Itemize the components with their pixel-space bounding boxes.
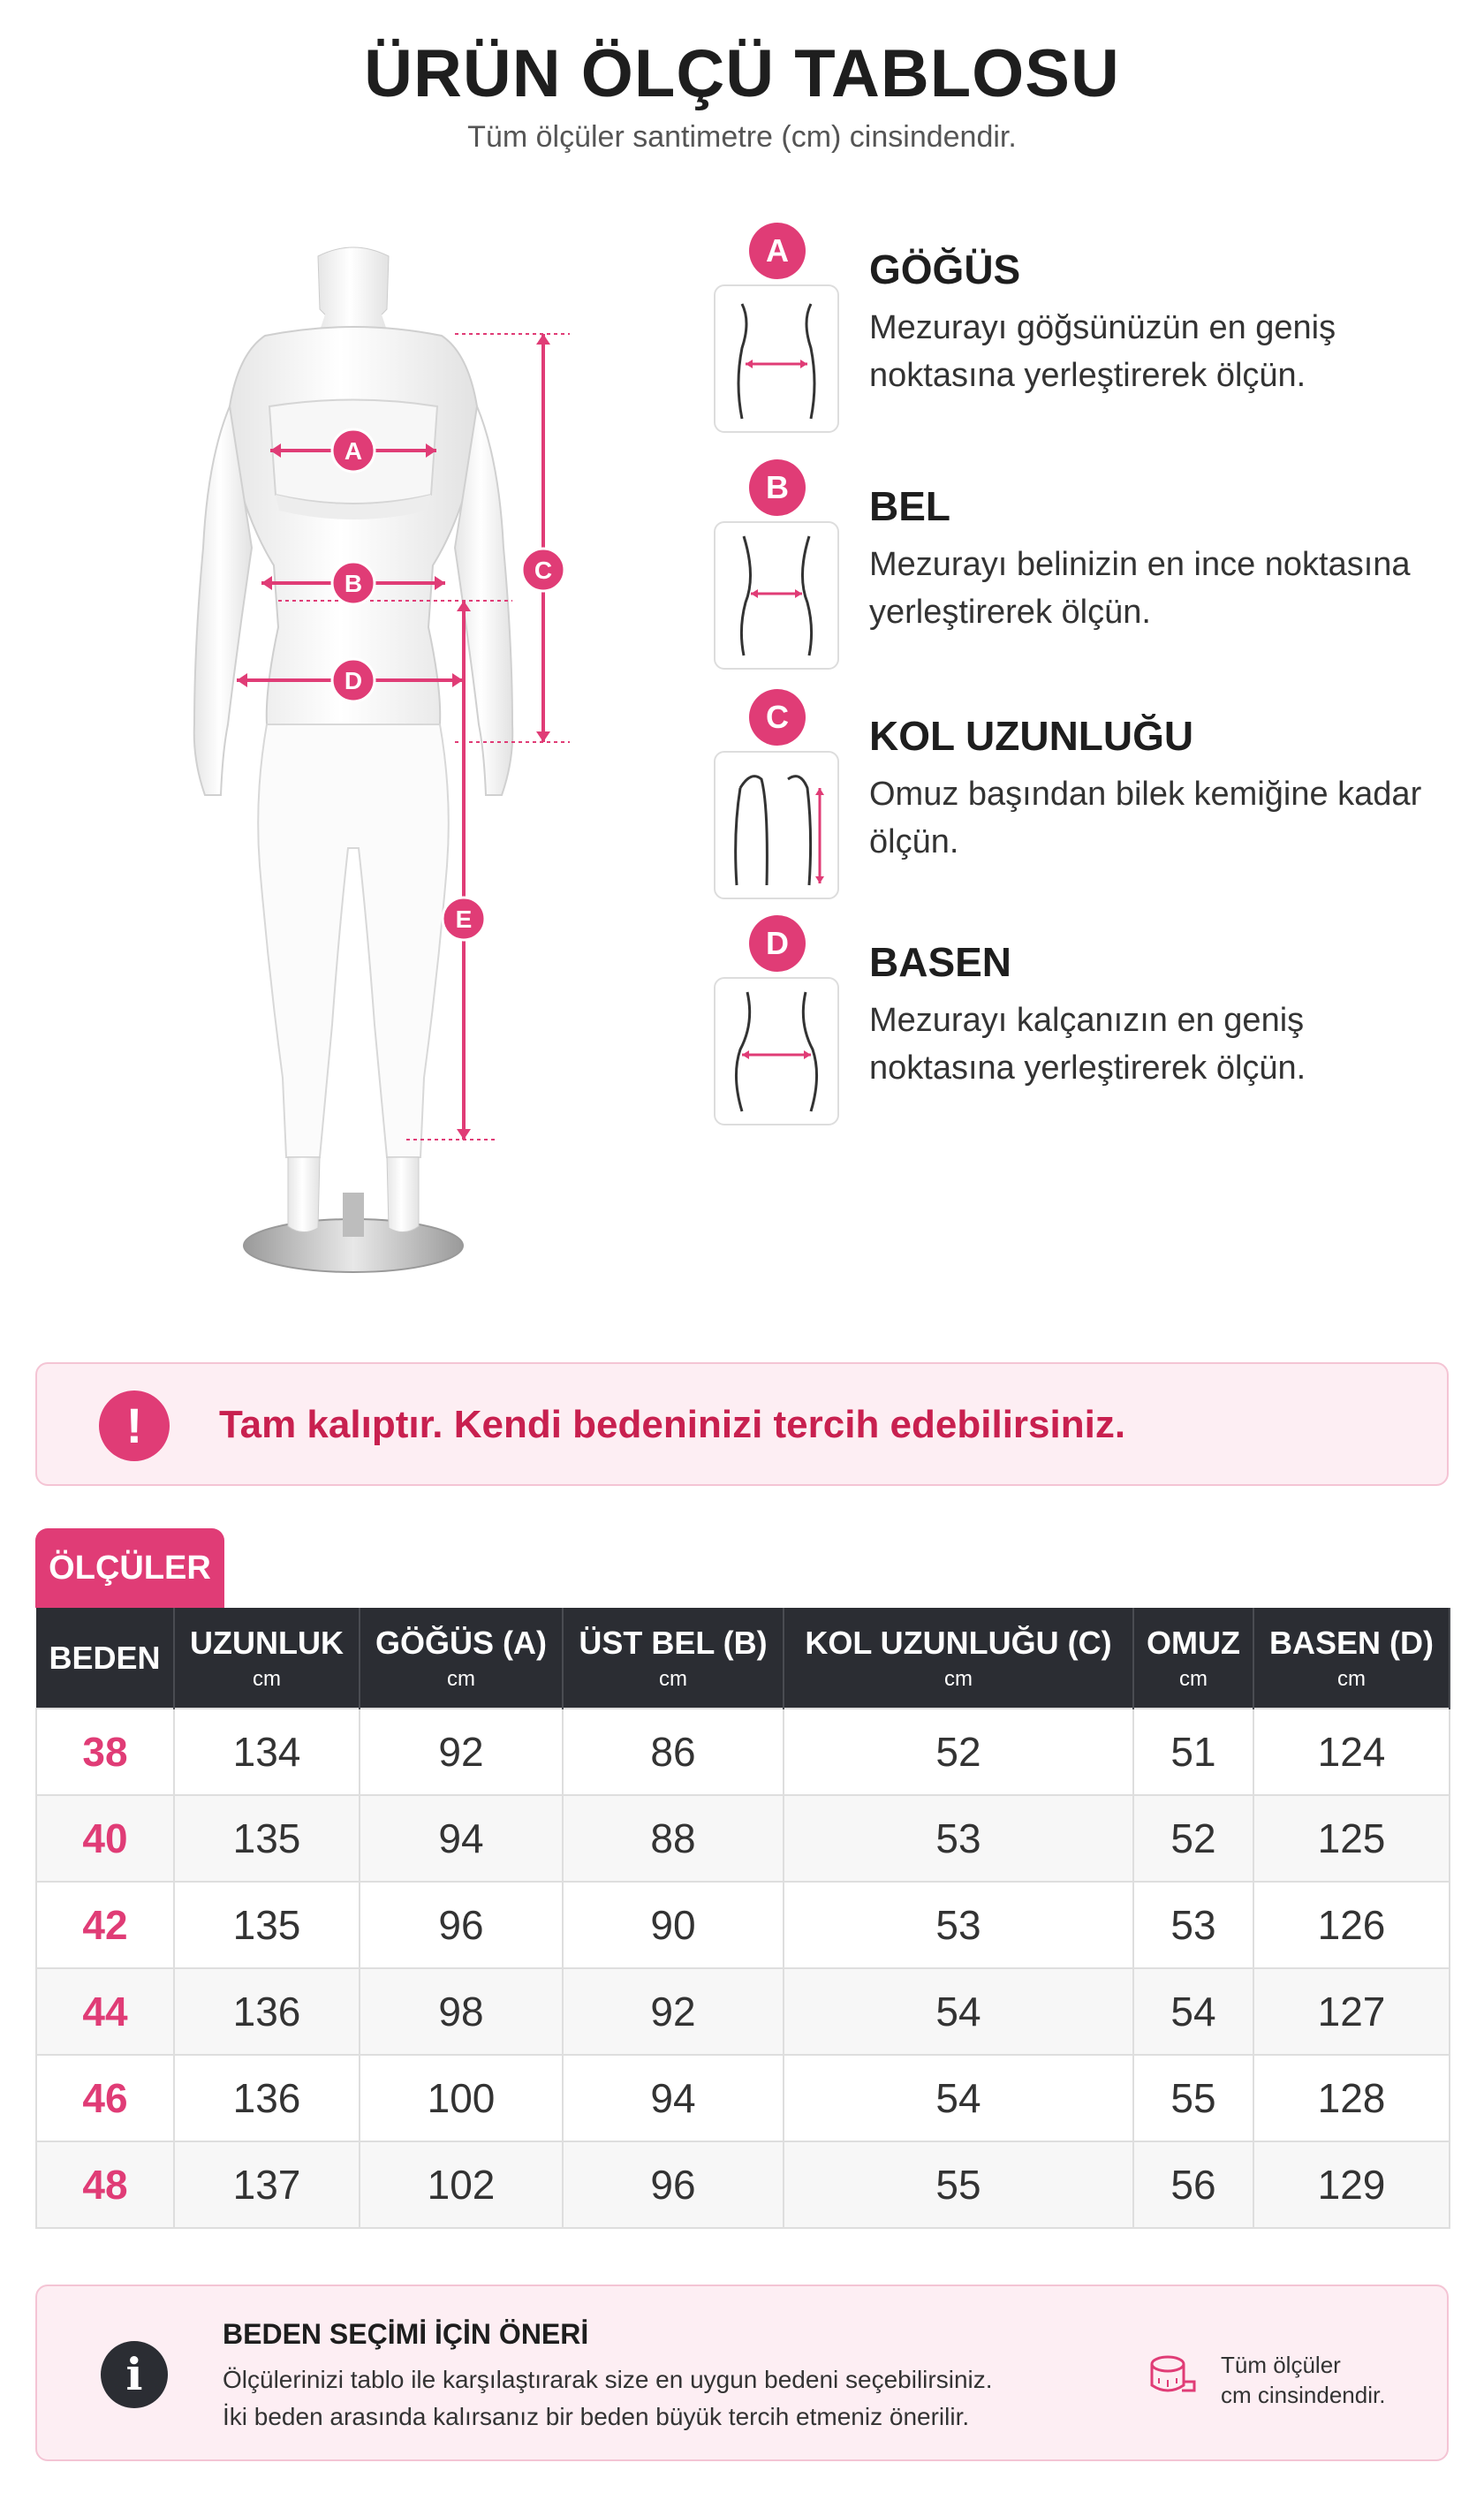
column-header: BASEN (D) cm	[1253, 1608, 1450, 1709]
table-cell: 137	[174, 2141, 360, 2228]
guide-badge: D	[749, 915, 806, 972]
table-cell: 98	[360, 1968, 563, 2055]
guide-title: BEL	[869, 483, 950, 529]
svg-text:C: C	[534, 557, 553, 584]
table-cell: 86	[563, 1709, 784, 1795]
svg-text:D: D	[344, 667, 363, 694]
table-cell: 92	[563, 1968, 784, 2055]
table-cell: 88	[563, 1795, 784, 1882]
column-header: KOL UZUNLUĞU (C) cm	[784, 1608, 1133, 1709]
guide-item-arm-length	[714, 689, 1456, 883]
table-row	[36, 1709, 1450, 1795]
marker-a	[332, 429, 375, 472]
table-cell: 54	[784, 1968, 1133, 2055]
marker-c	[522, 549, 564, 591]
table-row	[36, 1795, 1450, 1882]
marker-b	[332, 562, 375, 604]
table-cell: 135	[174, 1882, 360, 1968]
column-header: GÖĞÜS (A) cm	[360, 1608, 563, 1709]
advice-title: BEDEN SEÇİMİ İÇİN ÖNERİ	[223, 2318, 589, 2350]
arm-length-icon	[714, 751, 839, 899]
table-header-row	[36, 1608, 1450, 1709]
table-cell: 51	[1133, 1709, 1253, 1795]
marker-d	[332, 659, 375, 701]
table-cell: 94	[360, 1795, 563, 1882]
size-cell: 38	[36, 1709, 174, 1795]
info-icon: i	[101, 2341, 168, 2408]
table-cell: 136	[174, 2055, 360, 2141]
table-cell: 53	[784, 1882, 1133, 1968]
column-header: ÜST BEL (B) cm	[563, 1608, 784, 1709]
table-row	[36, 2141, 1450, 2228]
hip-measure-icon	[714, 977, 839, 1125]
table-cell: 127	[1253, 1968, 1450, 2055]
svg-text:A: A	[344, 437, 363, 465]
size-advice-box	[35, 2285, 1449, 2461]
table-tab-label: ÖLÇÜLER	[35, 1528, 224, 1608]
table-cell: 135	[174, 1795, 360, 1882]
mannequin-illustration	[106, 230, 601, 1290]
table-cell: 54	[784, 2055, 1133, 2141]
table-cell: 53	[1133, 1882, 1253, 1968]
table-row	[36, 1882, 1450, 1968]
table-cell: 126	[1253, 1882, 1450, 1968]
table-cell: 124	[1253, 1709, 1450, 1795]
column-header: OMUZ cm	[1133, 1608, 1253, 1709]
units-note: Tüm ölçüler cm cinsindendir.	[1221, 2352, 1386, 2408]
guide-description: Mezurayı belinizin en ince noktasına yerleştirerek ölçün.	[869, 546, 1411, 631]
fit-alert-text: Tam kalıptır. Kendi bedeninizi tercih edebilirsiniz.	[219, 1403, 1126, 1446]
page-title: ÜRÜN ÖLÇÜ TABLOSU	[364, 36, 1120, 111]
table-cell: 55	[1133, 2055, 1253, 2141]
table-cell: 128	[1253, 2055, 1450, 2141]
guide-badge: A	[749, 223, 806, 279]
advice-line: Ölçülerinizi tablo ile karşılaştırarak size en uygun bedeni seçebilirsiniz.	[223, 2366, 993, 2393]
svg-text:E: E	[455, 906, 473, 933]
table-row	[36, 2055, 1450, 2141]
table-cell: 96	[360, 1882, 563, 1968]
table-cell: 92	[360, 1709, 563, 1795]
table-cell: 100	[360, 2055, 563, 2141]
guide-description: Omuz başından bilek kemiğine kadar ölçün.	[869, 776, 1422, 860]
guide-title: BASEN	[869, 939, 1012, 985]
table-cell: 102	[360, 2141, 563, 2228]
guide-item-hip	[714, 915, 1456, 1110]
guide-title: GÖĞÜS	[869, 246, 1021, 292]
table-cell: 54	[1133, 1968, 1253, 2055]
size-cell: 48	[36, 2141, 174, 2228]
exclamation-icon: !	[99, 1390, 170, 1461]
chest-measure-icon	[714, 284, 839, 433]
svg-text:B: B	[344, 570, 363, 597]
column-header: UZUNLUK cm	[174, 1608, 360, 1709]
advice-line: İki beden arasında kalırsanız bir beden büyük tercih etmeniz önerilir.	[223, 2403, 970, 2430]
guide-description: Mezurayı göğsünüzün en geniş noktasına yerleştirerek ölçün.	[869, 309, 1336, 394]
table-cell: 129	[1253, 2141, 1450, 2228]
table-cell: 94	[563, 2055, 784, 2141]
guide-badge: B	[749, 459, 806, 516]
mannequin-figure	[106, 230, 601, 1290]
guide-item-waist	[714, 459, 1456, 654]
size-cell: 40	[36, 1795, 174, 1882]
guide-title: KOL UZUNLUĞU	[869, 713, 1194, 759]
table-cell: 56	[1133, 2141, 1253, 2228]
size-table	[35, 1608, 1450, 2229]
table-cell: 52	[784, 1709, 1133, 1795]
marker-e	[443, 898, 485, 940]
guide-description: Mezurayı kalçanızın en geniş noktasına yerleştirerek ölçün.	[869, 1002, 1306, 1087]
page-subtitle: Tüm ölçüler santimetre (cm) cinsindendir.	[467, 120, 1017, 154]
table-cell: 125	[1253, 1795, 1450, 1882]
table-cell: 134	[174, 1709, 360, 1795]
size-cell: 42	[36, 1882, 174, 1968]
fit-alert-banner	[35, 1362, 1449, 1486]
measuring-tape-icon	[1147, 2352, 1196, 2401]
table-cell: 136	[174, 1968, 360, 2055]
table-cell: 90	[563, 1882, 784, 1968]
table-cell: 52	[1133, 1795, 1253, 1882]
table-row	[36, 1968, 1450, 2055]
table-cell: 96	[563, 2141, 784, 2228]
guide-badge: C	[749, 689, 806, 746]
size-cell: 46	[36, 2055, 174, 2141]
table-cell: 53	[784, 1795, 1133, 1882]
waist-measure-icon	[714, 521, 839, 670]
size-cell: 44	[36, 1968, 174, 2055]
table-cell: 55	[784, 2141, 1133, 2228]
column-header: BEDEN	[36, 1608, 174, 1709]
guide-item-chest	[714, 223, 1456, 417]
